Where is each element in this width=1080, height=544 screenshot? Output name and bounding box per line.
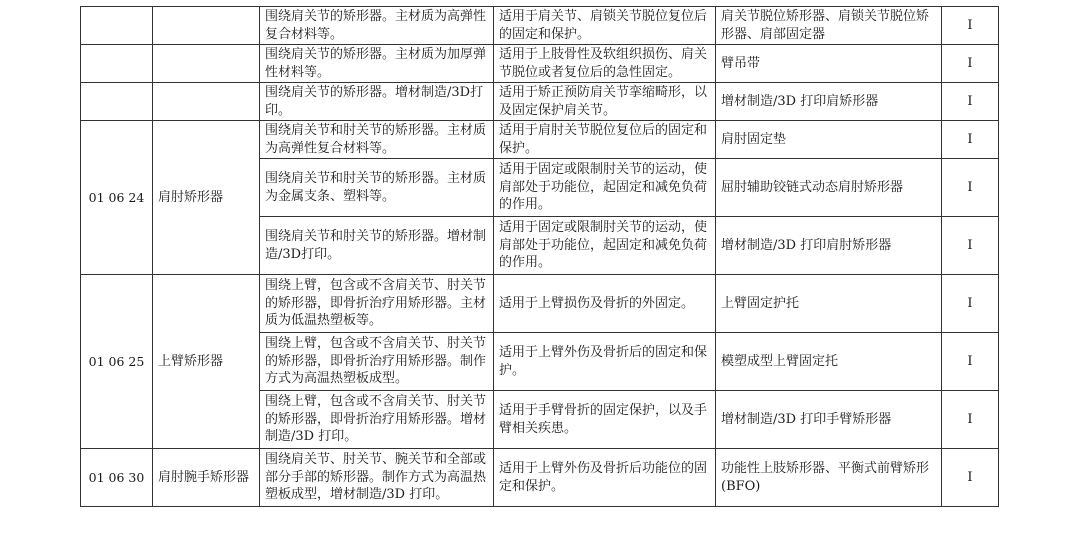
category-cell: 上臂矫形器 [153, 275, 260, 449]
class-cell: I [942, 391, 999, 449]
example-cell: 增材制造/3D 打印肩矫形器 [716, 83, 942, 121]
description-cell: 围绕肩关节的矫形器。主材质为加厚弹性材料等。 [260, 45, 494, 83]
intended-use-cell: 适用于上臂损伤及骨折的外固定。 [494, 275, 716, 333]
intended-use-cell: 适用于固定或限制肘关节的运动，使肩部处于功能位，起固定和减免负荷的作用。 [494, 217, 716, 275]
table-row [81, 83, 999, 121]
description-cell: 围绕上臂，包含或不含肩关节、肘关节的矫形器，即骨折治疗用矫形器。增材制造/3D 打印。 [260, 391, 494, 449]
description-cell: 围绕肩关节和肘关节的矫形器。增材制造/3D打印。 [260, 217, 494, 275]
category-cell [153, 83, 260, 121]
category-cell: 肩肘腕手矫形器 [153, 449, 260, 507]
class-cell: I [942, 449, 999, 507]
intended-use-cell: 适用于肩关节、肩锁关节脱位复位后的固定和保护。 [494, 7, 716, 45]
intended-use-cell: 适用于固定或限制肘关节的运动，使肩部处于功能位，起固定和减免负荷的作用。 [494, 159, 716, 217]
example-cell: 上臂固定护托 [716, 275, 942, 333]
description-cell: 围绕肩关节和肘关节的矫形器。主材质为金属支条、塑料等。 [260, 159, 494, 217]
description-cell: 围绕上臂，包含或不含肩关节、肘关节的矫形器，即骨折治疗用矫形器。主材质为低温热塑板等。 [260, 275, 494, 333]
code-cell: 01 06 24 [81, 121, 153, 275]
table-row [81, 121, 999, 159]
code-cell: 01 06 30 [81, 449, 153, 507]
example-cell: 肩肘固定垫 [716, 121, 942, 159]
example-cell: 功能性上肢矫形器、平衡式前臂矫形(BFO) [716, 449, 942, 507]
device-table [80, 6, 999, 507]
description-cell: 围绕肩关节的矫形器。增材制造/3D打印。 [260, 83, 494, 121]
category-cell [153, 7, 260, 45]
table-row [81, 275, 999, 333]
table-row [81, 449, 999, 507]
class-cell: I [942, 275, 999, 333]
intended-use-cell: 适用于肩肘关节脱位复位后的固定和保护。 [494, 121, 716, 159]
description-cell: 围绕肩关节的矫形器。主材质为高弹性复合材料等。 [260, 7, 494, 45]
class-cell: I [942, 83, 999, 121]
table-row [81, 7, 999, 45]
code-cell [81, 83, 153, 121]
class-cell: I [942, 159, 999, 217]
category-cell: 肩肘矫形器 [153, 121, 260, 275]
table-row [81, 45, 999, 83]
description-cell: 围绕上臂，包含或不含肩关节、肘关节的矫形器，即骨折治疗用矫形器。制作方式为高温热塑板成型。 [260, 333, 494, 391]
intended-use-cell: 适用于上肢骨性及软组织损伤、肩关节脱位或者复位后的急性固定。 [494, 45, 716, 83]
category-cell [153, 45, 260, 83]
class-cell: I [942, 45, 999, 83]
description-cell: 围绕肩关节和肘关节的矫形器。主材质为高弹性复合材料等。 [260, 121, 494, 159]
class-cell: I [942, 7, 999, 45]
code-cell [81, 45, 153, 83]
description-cell: 围绕肩关节、肘关节、腕关节和全部或部分手部的矫形器。制作方式为高温热塑板成型，增材制造/3D 打印。 [260, 449, 494, 507]
example-cell: 肩关节脱位矫形器、肩锁关节脱位矫形器、肩部固定器 [716, 7, 942, 45]
class-cell: I [942, 217, 999, 275]
example-cell: 臂吊带 [716, 45, 942, 83]
code-cell [81, 7, 153, 45]
intended-use-cell: 适用于上臂外伤及骨折后功能位的固定和保护。 [494, 449, 716, 507]
example-cell: 模塑成型上臂固定托 [716, 333, 942, 391]
example-cell: 增材制造/3D 打印肩肘矫形器 [716, 217, 942, 275]
code-cell: 01 06 25 [81, 275, 153, 449]
intended-use-cell: 适用于上臂外伤及骨折后的固定和保护。 [494, 333, 716, 391]
intended-use-cell: 适用于矫正预防肩关节挛缩畸形，以及固定保护肩关节。 [494, 83, 716, 121]
class-cell: I [942, 333, 999, 391]
intended-use-cell: 适用于手臂骨折的固定保护，以及手臂相关疾患。 [494, 391, 716, 449]
example-cell: 屈肘辅助铰链式动态肩肘矫形器 [716, 159, 942, 217]
class-cell: I [942, 121, 999, 159]
example-cell: 增材制造/3D 打印手臂矫形器 [716, 391, 942, 449]
